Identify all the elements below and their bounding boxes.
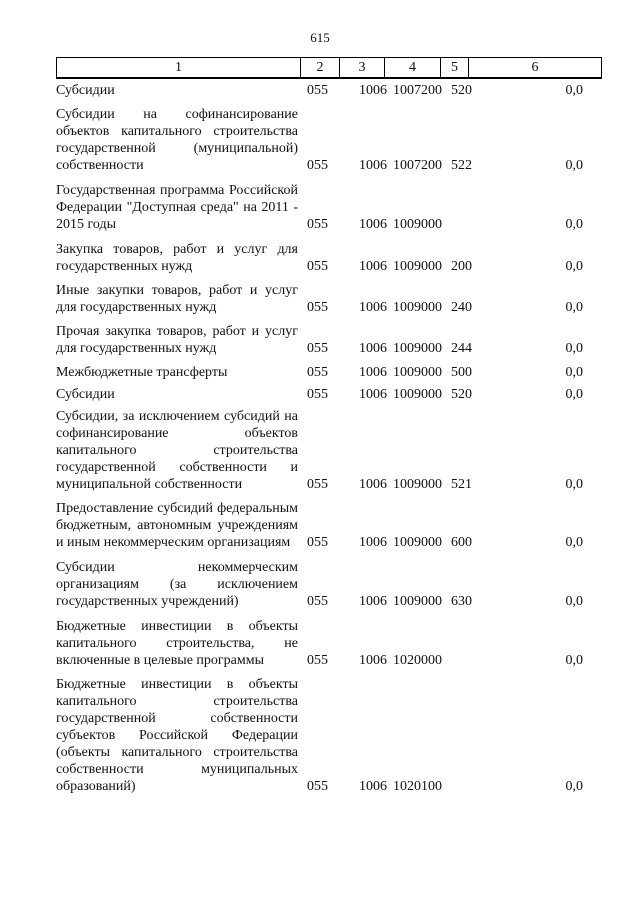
row-c3: 1006 [359, 365, 387, 380]
row-c2: 055 [307, 653, 328, 668]
row-name: Субсидии [56, 387, 115, 402]
row-c6: 0,0 [565, 259, 583, 274]
row-c6: 0,0 [565, 477, 583, 492]
row-name: Бюджетные инвестиции в объекты капитального строительства государственной собственности субъектов Российской Федерации (объекты капитального строительства собственности муниципальных образований) [56, 677, 298, 794]
row-c3: 1006 [359, 259, 387, 274]
row-c3: 1006 [359, 387, 387, 402]
row-c2: 055 [307, 387, 328, 402]
header-col-6: 6 [469, 58, 602, 79]
row-name: Субсидии некоммерческим организациям (за исключением государственных учреждений) [56, 560, 298, 609]
row-c5: 244 [451, 341, 472, 356]
row-c3: 1006 [359, 83, 387, 98]
row-c4: 1009000 [393, 477, 442, 492]
table-row [56, 323, 601, 357]
row-c6: 0,0 [565, 217, 583, 232]
table-row [56, 386, 601, 403]
header-col-4: 4 [385, 58, 441, 79]
row-c3: 1006 [359, 341, 387, 356]
row-name: Иные закупки товаров, работ и услуг для государственных нужд [56, 283, 298, 315]
table-header [56, 57, 602, 79]
row-c3: 1006 [359, 217, 387, 232]
row-c6: 0,0 [565, 300, 583, 315]
table-row [56, 559, 601, 610]
row-c3: 1006 [359, 653, 387, 668]
row-c4: 1007200 [393, 158, 442, 173]
row-c4: 1020000 [393, 653, 442, 668]
row-c6: 0,0 [565, 535, 583, 550]
row-c6: 0,0 [565, 158, 583, 173]
row-name: Межбюджетные трансферты [56, 365, 228, 380]
row-c3: 1006 [359, 535, 387, 550]
row-name: Субсидии на софинансирование объектов капитального строительства государственной (муниципальной) собственности [56, 107, 298, 173]
row-name: Субсидии [56, 83, 115, 98]
row-c4: 1009000 [393, 217, 442, 232]
row-c5: 522 [451, 158, 472, 173]
row-c3: 1006 [359, 477, 387, 492]
row-c4: 1020100 [393, 779, 442, 794]
row-c4: 1009000 [393, 300, 442, 315]
row-c6: 0,0 [565, 653, 583, 668]
row-c3: 1006 [359, 594, 387, 609]
row-c6: 0,0 [565, 365, 583, 380]
row-c5: 520 [451, 83, 472, 98]
row-c5: 630 [451, 594, 472, 609]
table-row [56, 618, 601, 669]
table-row [56, 282, 601, 316]
table-row [56, 408, 601, 493]
row-c6: 0,0 [565, 83, 583, 98]
row-c5: 520 [451, 387, 472, 402]
header-col-2: 2 [301, 58, 340, 79]
row-name: Предоставление субсидий федеральным бюджетным, автономным учреждениям и иным некоммерческим организациям [56, 501, 298, 550]
row-c5: 500 [451, 365, 472, 380]
row-c2: 055 [307, 477, 328, 492]
table-row [56, 676, 601, 795]
row-c4: 1009000 [393, 535, 442, 550]
row-name: Закупка товаров, работ и услуг для государственных нужд [56, 242, 298, 274]
row-name: Бюджетные инвестиции в объекты капитального строительства, не включенные в целевые программы [56, 619, 298, 668]
table-row [56, 182, 601, 233]
row-c4: 1009000 [393, 365, 442, 380]
row-c2: 055 [307, 300, 328, 315]
row-c2: 055 [307, 365, 328, 380]
row-c4: 1009000 [393, 259, 442, 274]
row-c6: 0,0 [565, 594, 583, 609]
row-c2: 055 [307, 83, 328, 98]
header-col-5: 5 [441, 58, 469, 79]
row-c2: 055 [307, 259, 328, 274]
row-c3: 1006 [359, 300, 387, 315]
row-c4: 1007200 [393, 83, 442, 98]
row-c2: 055 [307, 779, 328, 794]
row-c2: 055 [307, 217, 328, 232]
row-c3: 1006 [359, 779, 387, 794]
row-c2: 055 [307, 594, 328, 609]
row-c2: 055 [307, 341, 328, 356]
row-c4: 1009000 [393, 341, 442, 356]
row-name: Субсидии, за исключением субсидий на софинансирование объектов капитального строительства государственной собственности и муниципальной собственности [56, 409, 298, 492]
row-c4: 1009000 [393, 387, 442, 402]
page-number: 615 [310, 30, 330, 45]
table-row [56, 241, 601, 275]
table-row [56, 500, 601, 551]
row-c6: 0,0 [565, 387, 583, 402]
row-c6: 0,0 [565, 341, 583, 356]
row-c5: 200 [451, 259, 472, 274]
header-col-3: 3 [340, 58, 385, 79]
table-row [56, 364, 601, 381]
row-c5: 521 [451, 477, 472, 492]
table-row [56, 82, 601, 99]
row-c2: 055 [307, 158, 328, 173]
row-c5: 600 [451, 535, 472, 550]
row-c3: 1006 [359, 158, 387, 173]
table-row [56, 106, 601, 174]
row-c6: 0,0 [565, 779, 583, 794]
row-c4: 1009000 [393, 594, 442, 609]
row-name: Прочая закупка товаров, работ и услуг для государственных нужд [56, 324, 298, 356]
header-col-1: 1 [57, 58, 301, 79]
table-body [56, 82, 601, 795]
row-name: Государственная программа Российской Федерации "Доступная среда" на 2011 - 2015 годы [56, 183, 298, 232]
row-c2: 055 [307, 535, 328, 550]
row-c5: 240 [451, 300, 472, 315]
